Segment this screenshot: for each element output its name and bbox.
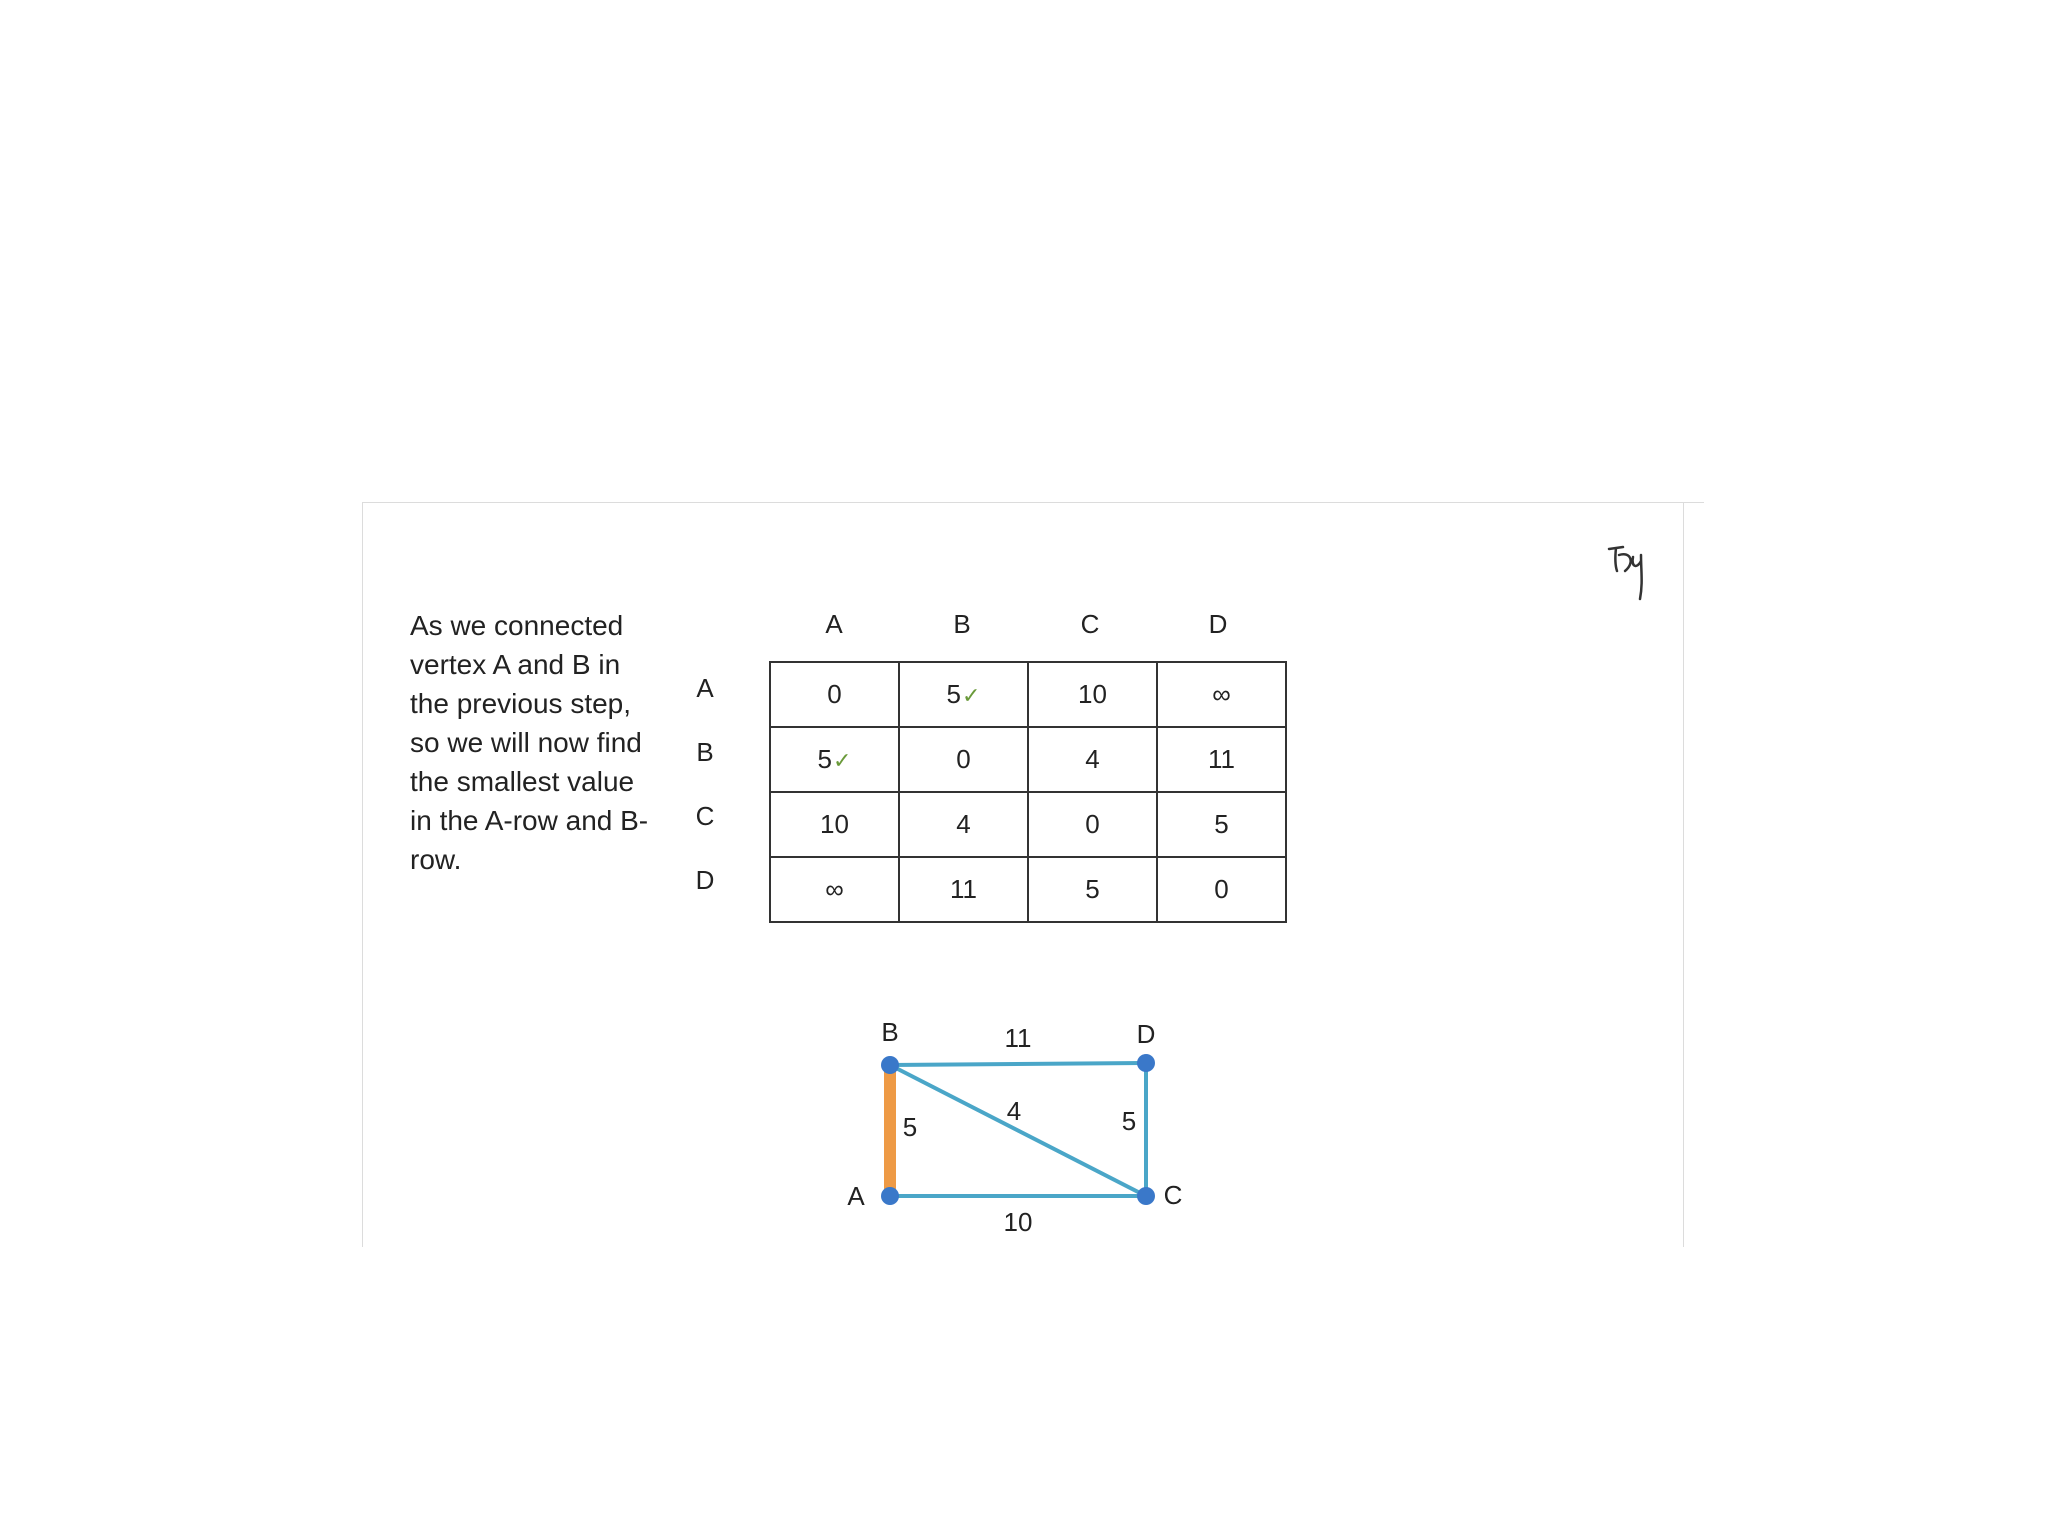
matrix-row-header-a: A [696, 673, 714, 703]
vertex-d [1137, 1054, 1155, 1072]
matrix-col-header-b: B [953, 609, 971, 639]
vertex-label-d: D [1136, 1019, 1156, 1049]
matrix-cell: 0 [1028, 792, 1157, 857]
matrix-cell: 5 [1157, 792, 1286, 857]
matrix-cell: 10 [1028, 662, 1157, 727]
edge-weight-a-b: 5 [902, 1112, 918, 1142]
vertex-label-c: C [1163, 1180, 1183, 1210]
matrix-cell: 10 [770, 792, 899, 857]
matrix-row-header-b: B [696, 737, 714, 767]
slide-border-tail [1682, 502, 1704, 503]
edge-b-c [890, 1065, 1146, 1196]
matrix-col-header-d: D [1208, 609, 1228, 639]
vertex-c [1137, 1187, 1155, 1205]
slide [362, 502, 1684, 1247]
matrix-cell: ∞ [1157, 662, 1286, 727]
handwriting-mark [1603, 537, 1653, 607]
matrix-cell: 11 [899, 857, 1028, 922]
edge-weight-b-c: 4 [1006, 1096, 1022, 1126]
check-mark-icon: ✓ [962, 683, 981, 708]
edge-weight-a-c: 10 [1003, 1207, 1033, 1237]
vertex-a [881, 1187, 899, 1205]
edge-weight-d-c: 5 [1121, 1106, 1137, 1136]
matrix-cell: 4 [1028, 727, 1157, 792]
vertex-label-b: B [881, 1017, 899, 1047]
matrix-cell: 4 [899, 792, 1028, 857]
matrix-cell: 0 [770, 662, 899, 727]
graph-diagram [363, 503, 1683, 1247]
matrix-cell: 0 [1157, 857, 1286, 922]
matrix-col-header-c: C [1080, 609, 1100, 639]
check-mark-icon: ✓ [833, 748, 852, 773]
matrix-cell: ∞ [770, 857, 899, 922]
edge-b-d [890, 1063, 1146, 1065]
matrix-cell: 5✓ [899, 662, 1028, 727]
matrix-cell: 5 [1028, 857, 1157, 922]
matrix-cell: 11 [1157, 727, 1286, 792]
matrix-row-header-d: D [695, 865, 715, 895]
matrix-cell: 5✓ [770, 727, 899, 792]
matrix-col-header-a: A [825, 609, 843, 639]
matrix-row-header-c: C [695, 801, 715, 831]
vertex-label-a: A [847, 1181, 865, 1211]
edge-weight-b-d: 11 [1004, 1023, 1032, 1053]
matrix-cell: 0 [899, 727, 1028, 792]
explanation-text: As we connected vertex A and B in the previous step, so we will now find the smallest value in the A-row and B-row. [410, 610, 649, 875]
vertex-b [881, 1056, 899, 1074]
